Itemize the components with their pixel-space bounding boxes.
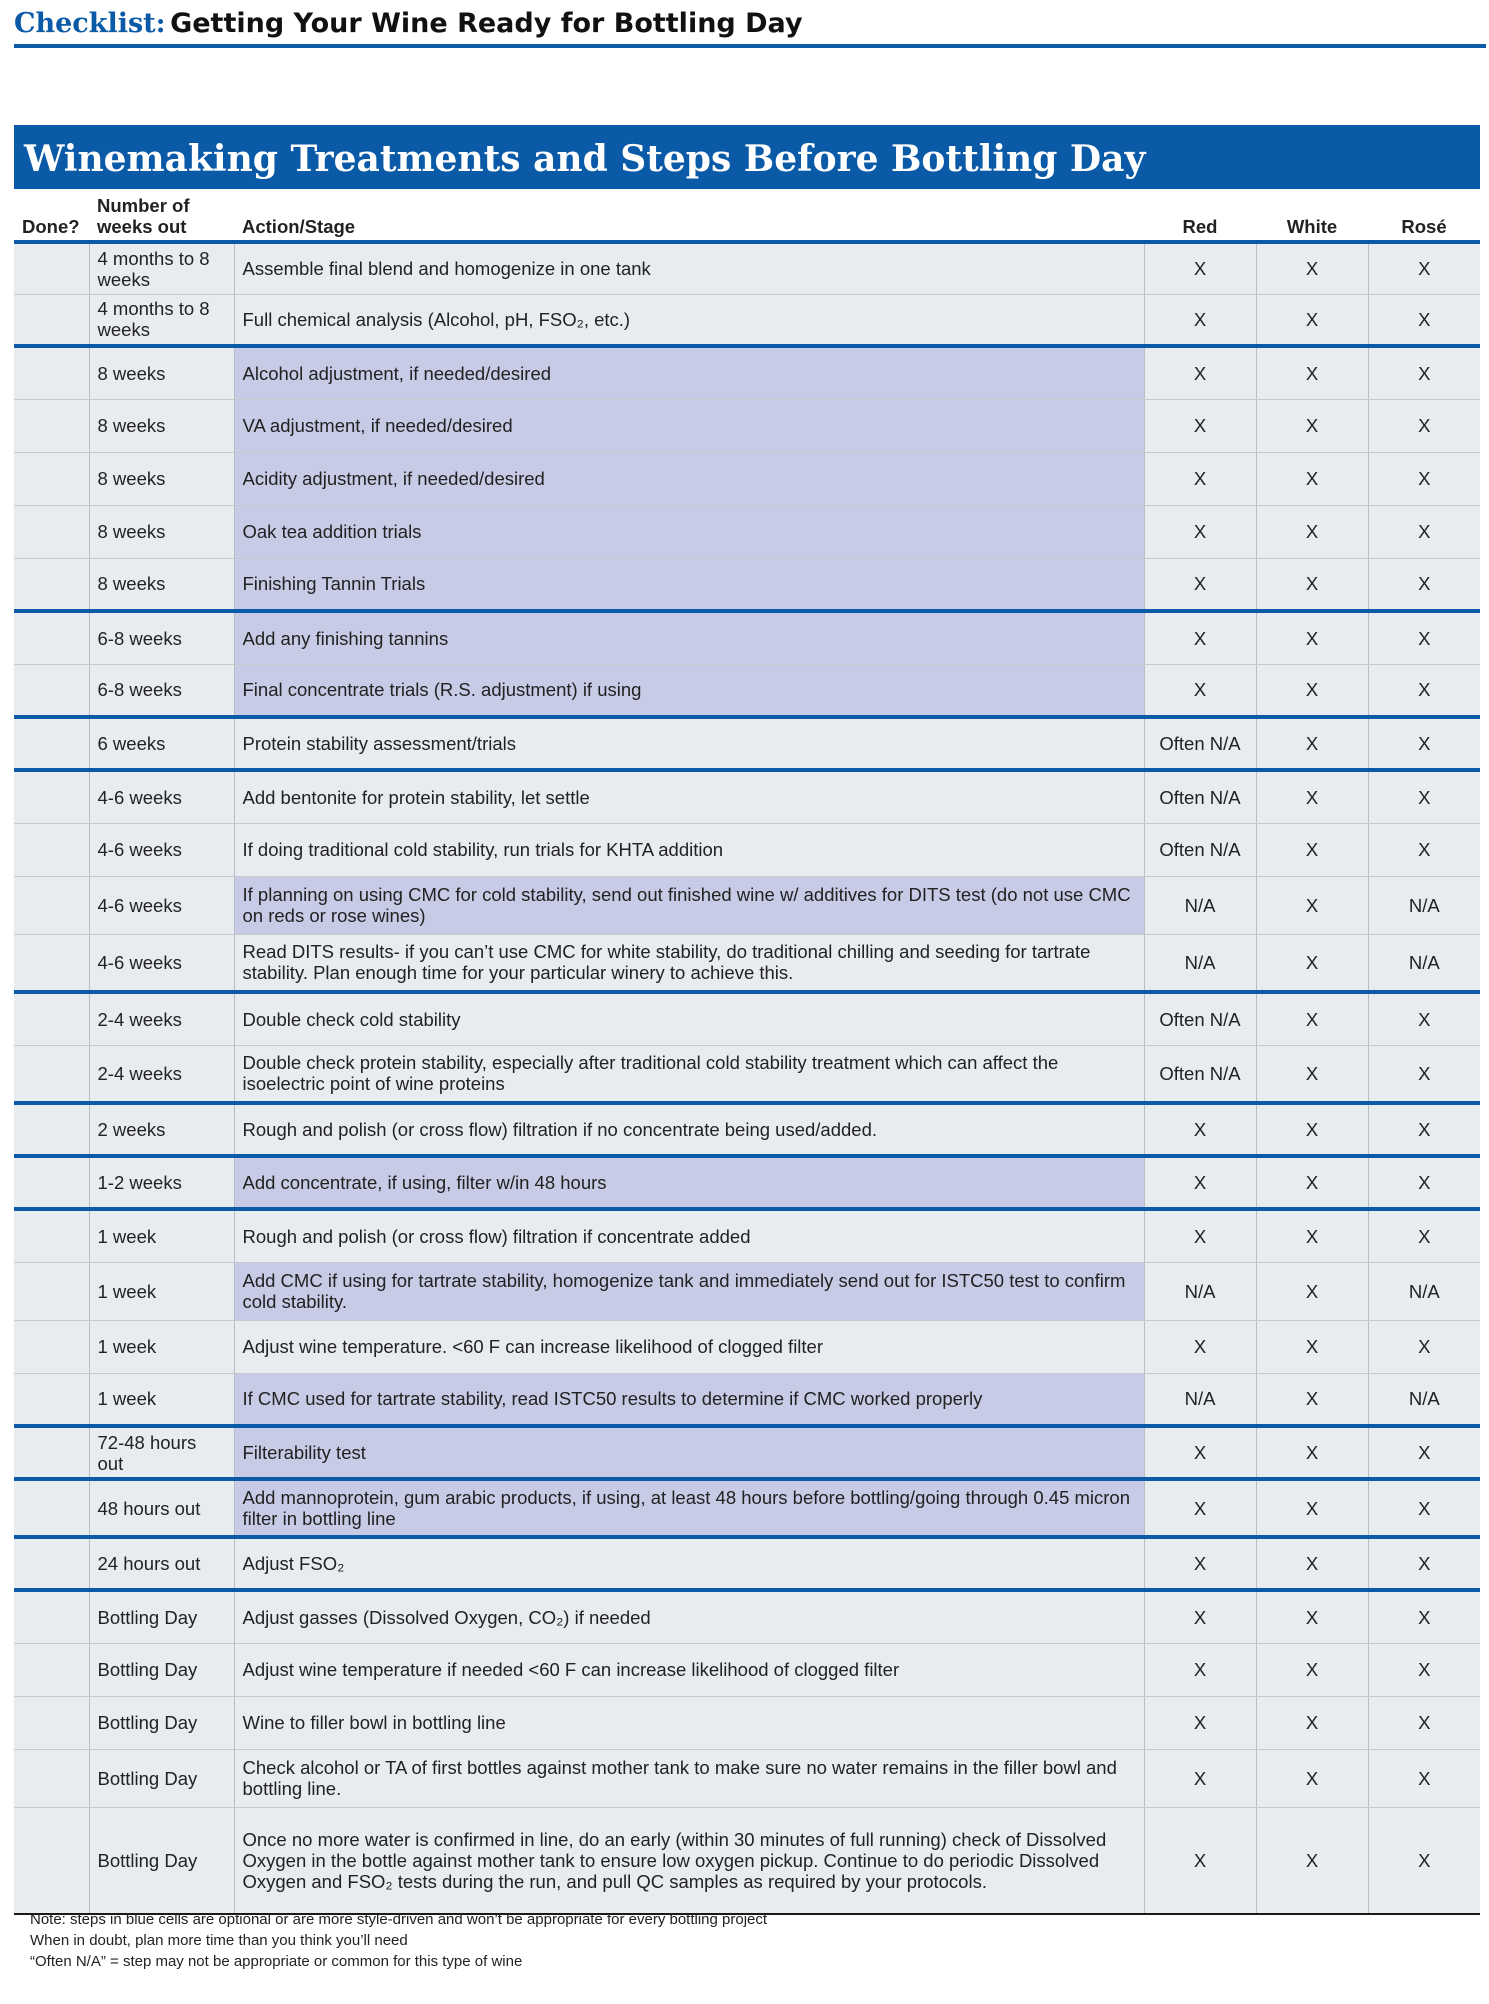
done-checkbox-cell[interactable] xyxy=(14,558,89,611)
action-cell: Read DITS results- if you can’t use CMC for white stability, do traditional chilling and seeding for tartrate stability. Plan enough time for your particular winery to achieve this. xyxy=(234,934,1144,992)
col-done: Done? xyxy=(14,189,89,242)
red-cell: X xyxy=(1144,1590,1256,1643)
weeks-cell: 1 week xyxy=(89,1373,234,1426)
table-row xyxy=(14,1643,1480,1696)
red-cell: X xyxy=(1144,1696,1256,1749)
action-cell: Final concentrate trials (R.S. adjustment) if using xyxy=(234,664,1144,717)
white-cell: X xyxy=(1256,505,1368,558)
action-cell: Rough and polish (or cross flow) filtration if no concentrate being used/added. xyxy=(234,1103,1144,1156)
rose-cell: N/A xyxy=(1368,1262,1480,1320)
rose-cell: X xyxy=(1368,1209,1480,1262)
red-cell: X xyxy=(1144,1479,1256,1537)
note-line: “Often N/A” = step may not be appropriate or common for this type of wine xyxy=(30,1953,523,1970)
rose-cell: X xyxy=(1368,664,1480,717)
red-cell: X xyxy=(1144,1749,1256,1807)
done-checkbox-cell[interactable] xyxy=(14,934,89,992)
done-checkbox-cell[interactable] xyxy=(14,876,89,934)
rose-cell: X xyxy=(1368,1103,1480,1156)
action-cell: Alcohol adjustment, if needed/desired xyxy=(234,346,1144,399)
weeks-cell: Bottling Day xyxy=(89,1807,234,1914)
rose-cell: N/A xyxy=(1368,1373,1480,1426)
done-checkbox-cell[interactable] xyxy=(14,1696,89,1749)
red-cell: N/A xyxy=(1144,934,1256,992)
table-row xyxy=(14,1209,1480,1262)
action-cell: Finishing Tannin Trials xyxy=(234,558,1144,611)
white-cell: X xyxy=(1256,1262,1368,1320)
rose-cell: X xyxy=(1368,452,1480,505)
red-cell: X xyxy=(1144,346,1256,399)
table-row xyxy=(14,452,1480,505)
done-checkbox-cell[interactable] xyxy=(14,346,89,399)
action-cell: Filterability test xyxy=(234,1426,1144,1479)
red-cell: X xyxy=(1144,1320,1256,1373)
red-cell: X xyxy=(1144,1537,1256,1590)
action-cell: Adjust wine temperature if needed <60 F can increase likelihood of clogged filter xyxy=(234,1643,1144,1696)
done-checkbox-cell[interactable] xyxy=(14,399,89,452)
rose-cell: X xyxy=(1368,1045,1480,1103)
action-cell: If doing traditional cold stability, run trials for KHTA addition xyxy=(234,823,1144,876)
done-checkbox-cell[interactable] xyxy=(14,1807,89,1914)
weeks-cell: 6 weeks xyxy=(89,717,234,770)
done-checkbox-cell[interactable] xyxy=(14,1749,89,1807)
white-cell: X xyxy=(1256,1156,1368,1209)
table-row xyxy=(14,611,1480,664)
rose-cell: X xyxy=(1368,558,1480,611)
white-cell: X xyxy=(1256,1590,1368,1643)
rose-cell: X xyxy=(1368,1479,1480,1537)
table-row xyxy=(14,558,1480,611)
done-checkbox-cell[interactable] xyxy=(14,1262,89,1320)
weeks-cell: 1-2 weeks xyxy=(89,1156,234,1209)
white-cell: X xyxy=(1256,717,1368,770)
action-cell: Add concentrate, if using, filter w/in 48 hours xyxy=(234,1156,1144,1209)
weeks-cell: 1 week xyxy=(89,1209,234,1262)
white-cell: X xyxy=(1256,1643,1368,1696)
table-banner: Winemaking Treatments and Steps Before Bottling Day xyxy=(14,125,1480,189)
action-cell: Adjust gasses (Dissolved Oxygen, CO₂) if needed xyxy=(234,1590,1144,1643)
red-cell: Often N/A xyxy=(1144,823,1256,876)
weeks-cell: 2-4 weeks xyxy=(89,992,234,1045)
steps-table xyxy=(14,189,1480,1915)
done-checkbox-cell[interactable] xyxy=(14,770,89,823)
page-title: Getting Your Wine Ready for Bottling Day xyxy=(170,8,803,39)
red-cell: X xyxy=(1144,294,1256,346)
action-cell: Add bentonite for protein stability, let settle xyxy=(234,770,1144,823)
table-row xyxy=(14,1807,1480,1914)
red-cell: X xyxy=(1144,1103,1256,1156)
weeks-cell: 4-6 weeks xyxy=(89,934,234,992)
weeks-cell: 72-48 hours out xyxy=(89,1426,234,1479)
white-cell: X xyxy=(1256,1103,1368,1156)
weeks-cell: 2-4 weeks xyxy=(89,1045,234,1103)
rose-cell: X xyxy=(1368,1696,1480,1749)
rose-cell: X xyxy=(1368,770,1480,823)
weeks-cell: 4-6 weeks xyxy=(89,876,234,934)
done-checkbox-cell[interactable] xyxy=(14,1103,89,1156)
red-cell: N/A xyxy=(1144,1373,1256,1426)
done-checkbox-cell[interactable] xyxy=(14,505,89,558)
weeks-cell: 8 weeks xyxy=(89,399,234,452)
rose-cell: X xyxy=(1368,1320,1480,1373)
col-weeks-line2: weeks out xyxy=(97,216,187,237)
rose-cell: X xyxy=(1368,1537,1480,1590)
weeks-cell: Bottling Day xyxy=(89,1696,234,1749)
action-cell: Add mannoprotein, gum arabic products, if using, at least 48 hours before bottling/going through 0.45 micron filter in bottling line xyxy=(234,1479,1144,1537)
weeks-cell: 4 months to 8 weeks xyxy=(89,242,234,294)
done-checkbox-cell[interactable] xyxy=(14,452,89,505)
done-checkbox-cell[interactable] xyxy=(14,717,89,770)
done-checkbox-cell[interactable] xyxy=(14,1209,89,1262)
red-cell: X xyxy=(1144,452,1256,505)
red-cell: X xyxy=(1144,505,1256,558)
red-cell: X xyxy=(1144,1807,1256,1914)
weeks-cell: 1 week xyxy=(89,1320,234,1373)
table-row xyxy=(14,346,1480,399)
table-row xyxy=(14,1590,1480,1643)
action-cell: Acidity adjustment, if needed/desired xyxy=(234,452,1144,505)
action-cell: Once no more water is confirmed in line, do an early (within 30 minutes of full running) check of Dissolved Oxygen in the bottle against mother tank to ensure low oxygen pickup. Continue to do periodic Dissolved Oxygen and FSO₂ tests during the run, and pull QC samples as required by your protocols. xyxy=(234,1807,1144,1914)
footnotes xyxy=(30,1909,1430,1972)
table-row xyxy=(14,1156,1480,1209)
action-cell: Check alcohol or TA of first bottles against mother tank to make sure no water remains in the filler bowl and bottling line. xyxy=(234,1749,1144,1807)
red-cell: X xyxy=(1144,1156,1256,1209)
action-cell: Rough and polish (or cross flow) filtration if concentrate added xyxy=(234,1209,1144,1262)
rose-cell: X xyxy=(1368,1749,1480,1807)
note-line: Note: steps in blue cells are optional or are more style-driven and won’t be appropriate for every bottling project xyxy=(30,1911,768,1928)
rose-cell: X xyxy=(1368,294,1480,346)
table-row xyxy=(14,1320,1480,1373)
weeks-cell: Bottling Day xyxy=(89,1643,234,1696)
col-weeks xyxy=(89,189,234,242)
action-cell: Full chemical analysis (Alcohol, pH, FSO₂, etc.) xyxy=(234,294,1144,346)
white-cell: X xyxy=(1256,1696,1368,1749)
action-cell: Adjust FSO₂ xyxy=(234,1537,1144,1590)
table-row xyxy=(14,717,1480,770)
white-cell: X xyxy=(1256,1045,1368,1103)
col-weeks-line1: Number of xyxy=(97,195,190,216)
red-cell: X xyxy=(1144,1643,1256,1696)
action-cell: Double check cold stability xyxy=(234,992,1144,1045)
done-checkbox-cell[interactable] xyxy=(14,1537,89,1590)
action-cell: Protein stability assessment/trials xyxy=(234,717,1144,770)
table-row xyxy=(14,934,1480,992)
rose-cell: X xyxy=(1368,992,1480,1045)
done-checkbox-cell[interactable] xyxy=(14,1590,89,1643)
weeks-cell: 24 hours out xyxy=(89,1537,234,1590)
red-cell: X xyxy=(1144,611,1256,664)
rose-cell: X xyxy=(1368,611,1480,664)
rose-cell: X xyxy=(1368,1156,1480,1209)
done-checkbox-cell[interactable] xyxy=(14,1479,89,1537)
weeks-cell: 1 week xyxy=(89,1262,234,1320)
table-row xyxy=(14,823,1480,876)
done-checkbox-cell[interactable] xyxy=(14,992,89,1045)
table-row xyxy=(14,1696,1480,1749)
rose-cell: X xyxy=(1368,1643,1480,1696)
white-cell: X xyxy=(1256,1320,1368,1373)
table-row xyxy=(14,1103,1480,1156)
white-cell: X xyxy=(1256,1426,1368,1479)
table-row xyxy=(14,770,1480,823)
weeks-cell: Bottling Day xyxy=(89,1749,234,1807)
white-cell: X xyxy=(1256,823,1368,876)
white-cell: X xyxy=(1256,346,1368,399)
table-row xyxy=(14,399,1480,452)
weeks-cell: 4-6 weeks xyxy=(89,823,234,876)
red-cell: Often N/A xyxy=(1144,717,1256,770)
rose-cell: X xyxy=(1368,717,1480,770)
weeks-cell: 6-8 weeks xyxy=(89,664,234,717)
white-cell: X xyxy=(1256,611,1368,664)
weeks-cell: Bottling Day xyxy=(89,1590,234,1643)
rose-cell: X xyxy=(1368,1807,1480,1914)
done-checkbox-cell[interactable] xyxy=(14,1156,89,1209)
white-cell: X xyxy=(1256,992,1368,1045)
page-header xyxy=(14,6,1486,48)
weeks-cell: 4-6 weeks xyxy=(89,770,234,823)
done-checkbox-cell[interactable] xyxy=(14,823,89,876)
done-checkbox-cell[interactable] xyxy=(14,242,89,294)
action-cell: If CMC used for tartrate stability, read ISTC50 results to determine if CMC worked properly xyxy=(234,1373,1144,1426)
rose-cell: X xyxy=(1368,1590,1480,1643)
note-line: When in doubt, plan more time than you think you’ll need xyxy=(30,1932,408,1949)
table-row xyxy=(14,1045,1480,1103)
rose-cell: N/A xyxy=(1368,876,1480,934)
action-cell: VA adjustment, if needed/desired xyxy=(234,399,1144,452)
done-checkbox-cell[interactable] xyxy=(14,1045,89,1103)
action-cell: Assemble final blend and homogenize in one tank xyxy=(234,242,1144,294)
action-cell: Double check protein stability, especially after traditional cold stability treatment which can affect the isoelectric point of wine proteins xyxy=(234,1045,1144,1103)
weeks-cell: 8 weeks xyxy=(89,346,234,399)
red-cell: Often N/A xyxy=(1144,992,1256,1045)
table-row xyxy=(14,1749,1480,1807)
white-cell: X xyxy=(1256,1749,1368,1807)
header-row xyxy=(14,189,1480,242)
red-cell: Often N/A xyxy=(1144,770,1256,823)
white-cell: X xyxy=(1256,399,1368,452)
action-cell: Oak tea addition trials xyxy=(234,505,1144,558)
white-cell: X xyxy=(1256,242,1368,294)
table-row xyxy=(14,664,1480,717)
weeks-cell: 8 weeks xyxy=(89,505,234,558)
col-action: Action/Stage xyxy=(234,189,1144,242)
weeks-cell: 48 hours out xyxy=(89,1479,234,1537)
rose-cell: X xyxy=(1368,242,1480,294)
done-checkbox-cell[interactable] xyxy=(14,294,89,346)
table-row xyxy=(14,1537,1480,1590)
rose-cell: X xyxy=(1368,505,1480,558)
white-cell: X xyxy=(1256,1209,1368,1262)
table-row xyxy=(14,1426,1480,1479)
white-cell: X xyxy=(1256,294,1368,346)
white-cell: X xyxy=(1256,1807,1368,1914)
table-row xyxy=(14,876,1480,934)
red-cell: Often N/A xyxy=(1144,1045,1256,1103)
done-checkbox-cell[interactable] xyxy=(14,1643,89,1696)
red-cell: N/A xyxy=(1144,876,1256,934)
done-checkbox-cell[interactable] xyxy=(14,611,89,664)
white-cell: X xyxy=(1256,664,1368,717)
action-cell: Add any finishing tannins xyxy=(234,611,1144,664)
action-cell: Add CMC if using for tartrate stability, homogenize tank and immediately send out for ISTC50 test to confirm cold stability. xyxy=(234,1262,1144,1320)
white-cell: X xyxy=(1256,770,1368,823)
white-cell: X xyxy=(1256,934,1368,992)
white-cell: X xyxy=(1256,876,1368,934)
white-cell: X xyxy=(1256,452,1368,505)
rose-cell: X xyxy=(1368,346,1480,399)
table-row xyxy=(14,505,1480,558)
rose-cell: X xyxy=(1368,1426,1480,1479)
table-row xyxy=(14,1373,1480,1426)
white-cell: X xyxy=(1256,1373,1368,1426)
done-checkbox-cell[interactable] xyxy=(14,1373,89,1426)
done-checkbox-cell[interactable] xyxy=(14,1426,89,1479)
white-cell: X xyxy=(1256,1537,1368,1590)
done-checkbox-cell[interactable] xyxy=(14,1320,89,1373)
rose-cell: N/A xyxy=(1368,934,1480,992)
rose-cell: X xyxy=(1368,399,1480,452)
checklist-label: Checklist: xyxy=(14,8,166,39)
red-cell: X xyxy=(1144,1209,1256,1262)
col-white: White xyxy=(1256,189,1368,242)
red-cell: X xyxy=(1144,242,1256,294)
rose-cell: X xyxy=(1368,823,1480,876)
action-cell: Adjust wine temperature. <60 F can increase likelihood of clogged filter xyxy=(234,1320,1144,1373)
red-cell: N/A xyxy=(1144,1262,1256,1320)
action-cell: Wine to filler bowl in bottling line xyxy=(234,1696,1144,1749)
weeks-cell: 6-8 weeks xyxy=(89,611,234,664)
weeks-cell: 2 weeks xyxy=(89,1103,234,1156)
weeks-cell: 8 weeks xyxy=(89,558,234,611)
col-rose: Rosé xyxy=(1368,189,1480,242)
col-red: Red xyxy=(1144,189,1256,242)
red-cell: X xyxy=(1144,1426,1256,1479)
done-checkbox-cell[interactable] xyxy=(14,664,89,717)
red-cell: X xyxy=(1144,399,1256,452)
table-row xyxy=(14,1262,1480,1320)
white-cell: X xyxy=(1256,558,1368,611)
red-cell: X xyxy=(1144,664,1256,717)
weeks-cell: 4 months to 8 weeks xyxy=(89,294,234,346)
table-row xyxy=(14,294,1480,346)
table-row xyxy=(14,1479,1480,1537)
weeks-cell: 8 weeks xyxy=(89,452,234,505)
table-row xyxy=(14,242,1480,294)
table-row xyxy=(14,992,1480,1045)
red-cell: X xyxy=(1144,558,1256,611)
action-cell: If planning on using CMC for cold stability, send out finished wine w/ additives for DITS test (do not use CMC on reds or rose wines) xyxy=(234,876,1144,934)
white-cell: X xyxy=(1256,1479,1368,1537)
